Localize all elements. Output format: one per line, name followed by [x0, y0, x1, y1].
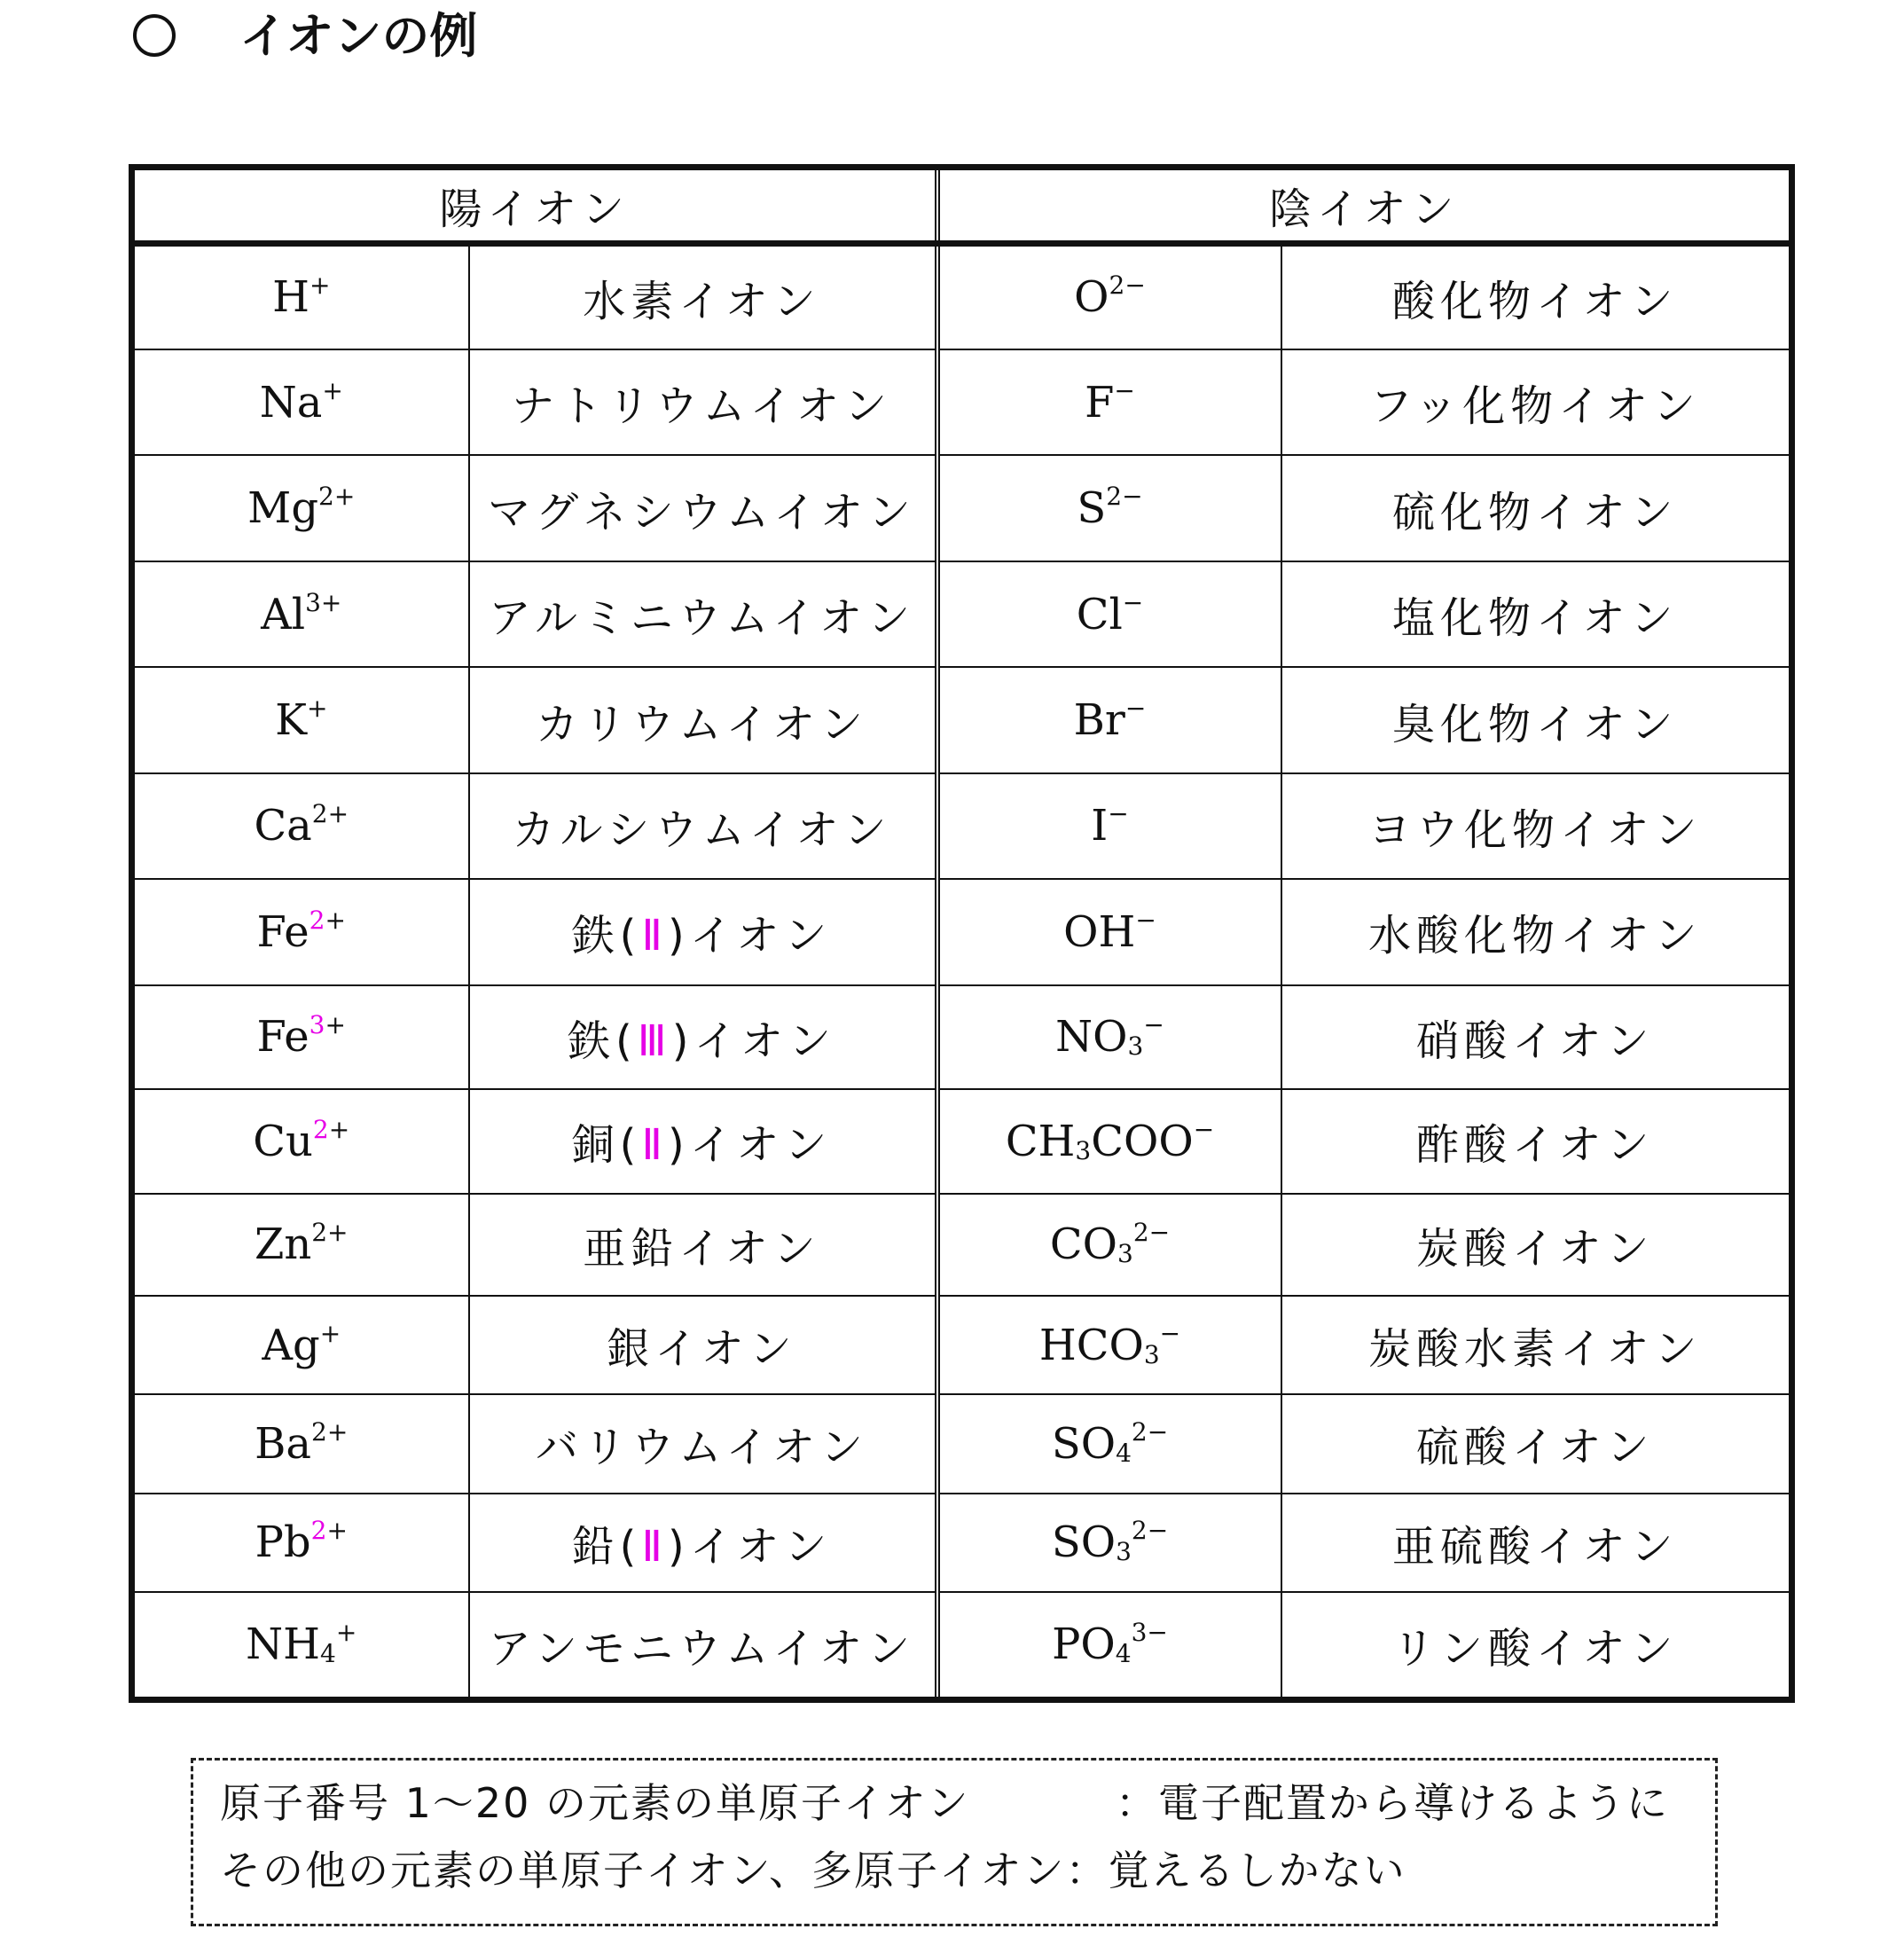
note-label: 原子番号 1〜20 の元素の単原子イオン	[220, 1779, 970, 1827]
cation-formula	[132, 879, 469, 984]
subscript: 4	[320, 1639, 336, 1669]
name-text: マグネシウムイオン	[488, 487, 916, 537]
charge-sign: −	[1159, 1318, 1181, 1348]
cation-formula	[132, 455, 469, 561]
note-line	[220, 1837, 1715, 1904]
cation-name	[469, 1394, 937, 1493]
charge-sign: +	[328, 1114, 350, 1144]
charge-number: 2	[310, 1516, 327, 1546]
table-row	[132, 455, 1792, 561]
name-text: カリウムイオン	[535, 699, 869, 749]
cation-name	[469, 455, 937, 561]
note-value: ：覚えるしかない	[1065, 1847, 1406, 1894]
cation-header: 陽イオン	[132, 168, 937, 244]
name-tail: )イオン	[668, 1521, 833, 1572]
anion-formula	[937, 561, 1281, 667]
cation-formula	[132, 244, 469, 349]
anion-name	[1281, 1394, 1792, 1493]
anion-name	[1281, 349, 1792, 455]
element-symbol: NO	[1055, 1012, 1128, 1063]
name-tail: )イオン	[668, 1120, 833, 1171]
anion-formula	[937, 985, 1281, 1089]
element-symbol: SO	[1051, 1418, 1117, 1469]
charge-sign: 2−	[1131, 1516, 1169, 1546]
table-row	[132, 1296, 1792, 1394]
charge-sign: 3+	[305, 587, 342, 617]
charge-number: 2	[309, 905, 325, 935]
name-text: 塩化物イオン	[1391, 593, 1679, 644]
anion-name	[1281, 1296, 1792, 1394]
charge-sign: −	[1193, 1114, 1215, 1144]
charge-sign: −	[1108, 799, 1129, 829]
element-symbol: S	[1077, 483, 1107, 534]
name-text: アンモニウムイオン	[488, 1623, 916, 1674]
table-row	[132, 1394, 1792, 1493]
name-text: フッ化物イオン	[1369, 381, 1701, 432]
anion-formula	[937, 667, 1281, 772]
element-symbol: Zn	[254, 1219, 312, 1270]
cation-formula	[132, 667, 469, 772]
element-symbol: Fe	[256, 906, 309, 957]
anion-formula	[937, 773, 1281, 879]
cation-name	[469, 1089, 937, 1193]
roman-numeral: Ⅱ	[641, 1521, 669, 1572]
element-symbol: Pb	[255, 1517, 311, 1568]
anion-formula	[937, 349, 1281, 455]
charge-sign: 3−	[1131, 1618, 1168, 1648]
table-row	[132, 985, 1792, 1089]
name-text: 亜鉛イオン	[583, 1223, 821, 1274]
name-text: ナトリウムイオン	[511, 381, 893, 432]
anion-formula	[937, 1194, 1281, 1296]
name-text: 銅(	[571, 1120, 642, 1171]
cation-name	[469, 244, 937, 349]
table-row	[132, 1494, 1792, 1592]
anion-name	[1281, 985, 1792, 1089]
charge-sign: 2−	[1131, 1416, 1169, 1447]
element-symbol: Ba	[255, 1418, 312, 1469]
anion-formula	[937, 1592, 1281, 1700]
subscript: 3	[1075, 1135, 1092, 1165]
cation-name	[469, 985, 937, 1089]
charge-sign: +	[325, 1010, 346, 1040]
table-row	[132, 667, 1792, 772]
charge-sign: +	[335, 1618, 357, 1648]
element-symbol: H	[272, 272, 309, 323]
anion-formula	[937, 1394, 1281, 1493]
name-text: カルシウムイオン	[512, 804, 892, 855]
anion-formula	[937, 879, 1281, 984]
cation-formula	[132, 985, 469, 1089]
anion-name	[1281, 455, 1792, 561]
charge-sign: 2−	[1132, 1218, 1171, 1248]
element-symbol: Cl	[1076, 589, 1123, 639]
element-symbol: K	[275, 695, 307, 746]
note-label: その他の元素の単原子イオン、多原子イオン	[220, 1847, 1066, 1894]
anion-formula	[937, 1089, 1281, 1193]
charge-sign: +	[309, 271, 331, 301]
charge-number: 3	[309, 1010, 325, 1040]
cation-formula	[132, 1194, 469, 1296]
table-row	[132, 561, 1792, 667]
charge-sign: 2−	[1109, 271, 1146, 301]
charge-number: 2	[312, 1114, 329, 1144]
anion-formula	[937, 455, 1281, 561]
element-symbol: SO	[1051, 1517, 1117, 1568]
charge-sign: +	[326, 1516, 348, 1546]
anion-formula	[937, 1494, 1281, 1592]
element-symbol: CH	[1005, 1116, 1076, 1166]
element-symbol: Ca	[254, 801, 312, 851]
element-symbol: OH	[1063, 906, 1136, 957]
name-tail: )イオン	[668, 911, 833, 961]
cation-formula	[132, 561, 469, 667]
charge-sign: +	[322, 375, 343, 405]
table-header-row	[132, 168, 1792, 244]
name-text: 硫化物イオン	[1391, 487, 1679, 537]
name-text: 炭酸水素イオン	[1367, 1324, 1703, 1375]
name-text: リン酸イオン	[1391, 1623, 1679, 1674]
cation-name	[469, 1494, 937, 1592]
name-text: 硫酸イオン	[1415, 1423, 1655, 1473]
anion-name	[1281, 1592, 1792, 1700]
name-text: 炭酸イオン	[1415, 1223, 1655, 1274]
circle-bullet-icon	[133, 14, 176, 57]
name-text: 鉛(	[571, 1521, 642, 1572]
anion-name	[1281, 773, 1792, 879]
table-row	[132, 773, 1792, 879]
element-symbol: Mg	[247, 483, 319, 534]
element-symbol: F	[1085, 377, 1115, 427]
anion-name	[1281, 879, 1792, 984]
note-line	[220, 1769, 1715, 1837]
element-symbol: HCO	[1038, 1320, 1144, 1370]
roman-numeral: Ⅱ	[641, 1120, 669, 1171]
name-text: 硝酸イオン	[1415, 1016, 1655, 1066]
note-box	[191, 1758, 1718, 1926]
cation-name	[469, 349, 937, 455]
cation-name	[469, 879, 937, 984]
cation-formula	[132, 1394, 469, 1493]
cation-formula	[132, 773, 469, 879]
charge-sign: +	[319, 1318, 341, 1348]
table-row	[132, 879, 1792, 984]
subscript: 4	[1115, 1639, 1132, 1669]
name-text: 銀イオン	[607, 1324, 797, 1375]
subscript: 3	[1127, 1031, 1144, 1062]
page-title: イオンの例	[133, 5, 477, 67]
name-text: 酢酸イオン	[1415, 1120, 1655, 1171]
element-symbol: I	[1091, 801, 1109, 851]
charge-sign: 2−	[1106, 482, 1143, 512]
element-symbol: Cu	[253, 1116, 313, 1166]
charge-sign: −	[1143, 1010, 1164, 1040]
cation-formula	[132, 1494, 469, 1592]
element-symbol: PO	[1052, 1619, 1116, 1670]
roman-numeral: Ⅱ	[641, 911, 669, 961]
cation-name	[469, 1296, 937, 1394]
table-row	[132, 244, 1792, 349]
cation-formula	[132, 1296, 469, 1394]
charge-sign: −	[1114, 375, 1135, 405]
subscript: 4	[1116, 1438, 1132, 1468]
element-symbol: O	[1074, 272, 1109, 323]
charge-sign: −	[1122, 587, 1144, 617]
name-text: 水酸化物イオン	[1367, 911, 1703, 961]
anion-formula	[937, 1296, 1281, 1394]
anion-name	[1281, 244, 1792, 349]
cation-name	[469, 561, 937, 667]
element-symbol: Br	[1073, 695, 1125, 746]
cation-name	[469, 773, 937, 879]
anion-name	[1281, 1089, 1792, 1193]
name-text: ヨウ化物イオン	[1367, 804, 1703, 855]
charge-sign: −	[1135, 905, 1156, 935]
anion-name	[1281, 1194, 1792, 1296]
name-tail: )イオン	[671, 1016, 837, 1066]
charge-sign: 2+	[311, 1416, 349, 1447]
element-symbol: Na	[259, 377, 323, 427]
name-text: 亜硫酸イオン	[1391, 1521, 1679, 1572]
anion-name	[1281, 1494, 1792, 1592]
roman-numeral: Ⅲ	[637, 1016, 672, 1066]
name-text: 臭化物イオン	[1391, 699, 1679, 749]
charge-sign: 2+	[311, 1218, 349, 1248]
cation-name	[469, 667, 937, 772]
table-row	[132, 349, 1792, 455]
cation-formula	[132, 1592, 469, 1700]
name-text: 水素イオン	[583, 276, 821, 326]
charge-sign: −	[1124, 694, 1147, 724]
cation-name	[469, 1194, 937, 1296]
subscript: 3	[1143, 1339, 1160, 1369]
note-value: ：電子配置から導けるように	[1116, 1779, 1669, 1827]
anion-header: 陰イオン	[937, 168, 1792, 244]
name-text: 鉄(	[567, 1016, 638, 1066]
name-text: アルミニウムイオン	[488, 593, 916, 644]
subscript: 3	[1117, 1239, 1133, 1269]
table-row	[132, 1592, 1792, 1700]
table-row	[132, 1089, 1792, 1193]
charge-sign: 2+	[311, 799, 349, 829]
name-text: 酸化物イオン	[1391, 276, 1679, 326]
subscript: 3	[1116, 1537, 1132, 1567]
formula-part: COO	[1091, 1116, 1194, 1166]
anion-name	[1281, 667, 1792, 772]
charge-sign: +	[306, 694, 328, 724]
charge-sign: +	[325, 905, 346, 935]
element-symbol: Ag	[262, 1320, 320, 1370]
cation-name	[469, 1592, 937, 1700]
cation-formula	[132, 349, 469, 455]
name-text: 鉄(	[571, 911, 642, 961]
table-row	[132, 1194, 1792, 1296]
cation-formula	[132, 1089, 469, 1193]
anion-name	[1281, 561, 1792, 667]
anion-formula	[937, 244, 1281, 349]
element-symbol: CO	[1049, 1219, 1117, 1270]
element-symbol: NH	[246, 1619, 321, 1670]
element-symbol: Fe	[256, 1012, 309, 1063]
ion-table	[129, 164, 1795, 1703]
charge-sign: 2+	[318, 482, 356, 512]
element-symbol: Al	[261, 589, 306, 639]
name-text: バリウムイオン	[535, 1423, 869, 1473]
